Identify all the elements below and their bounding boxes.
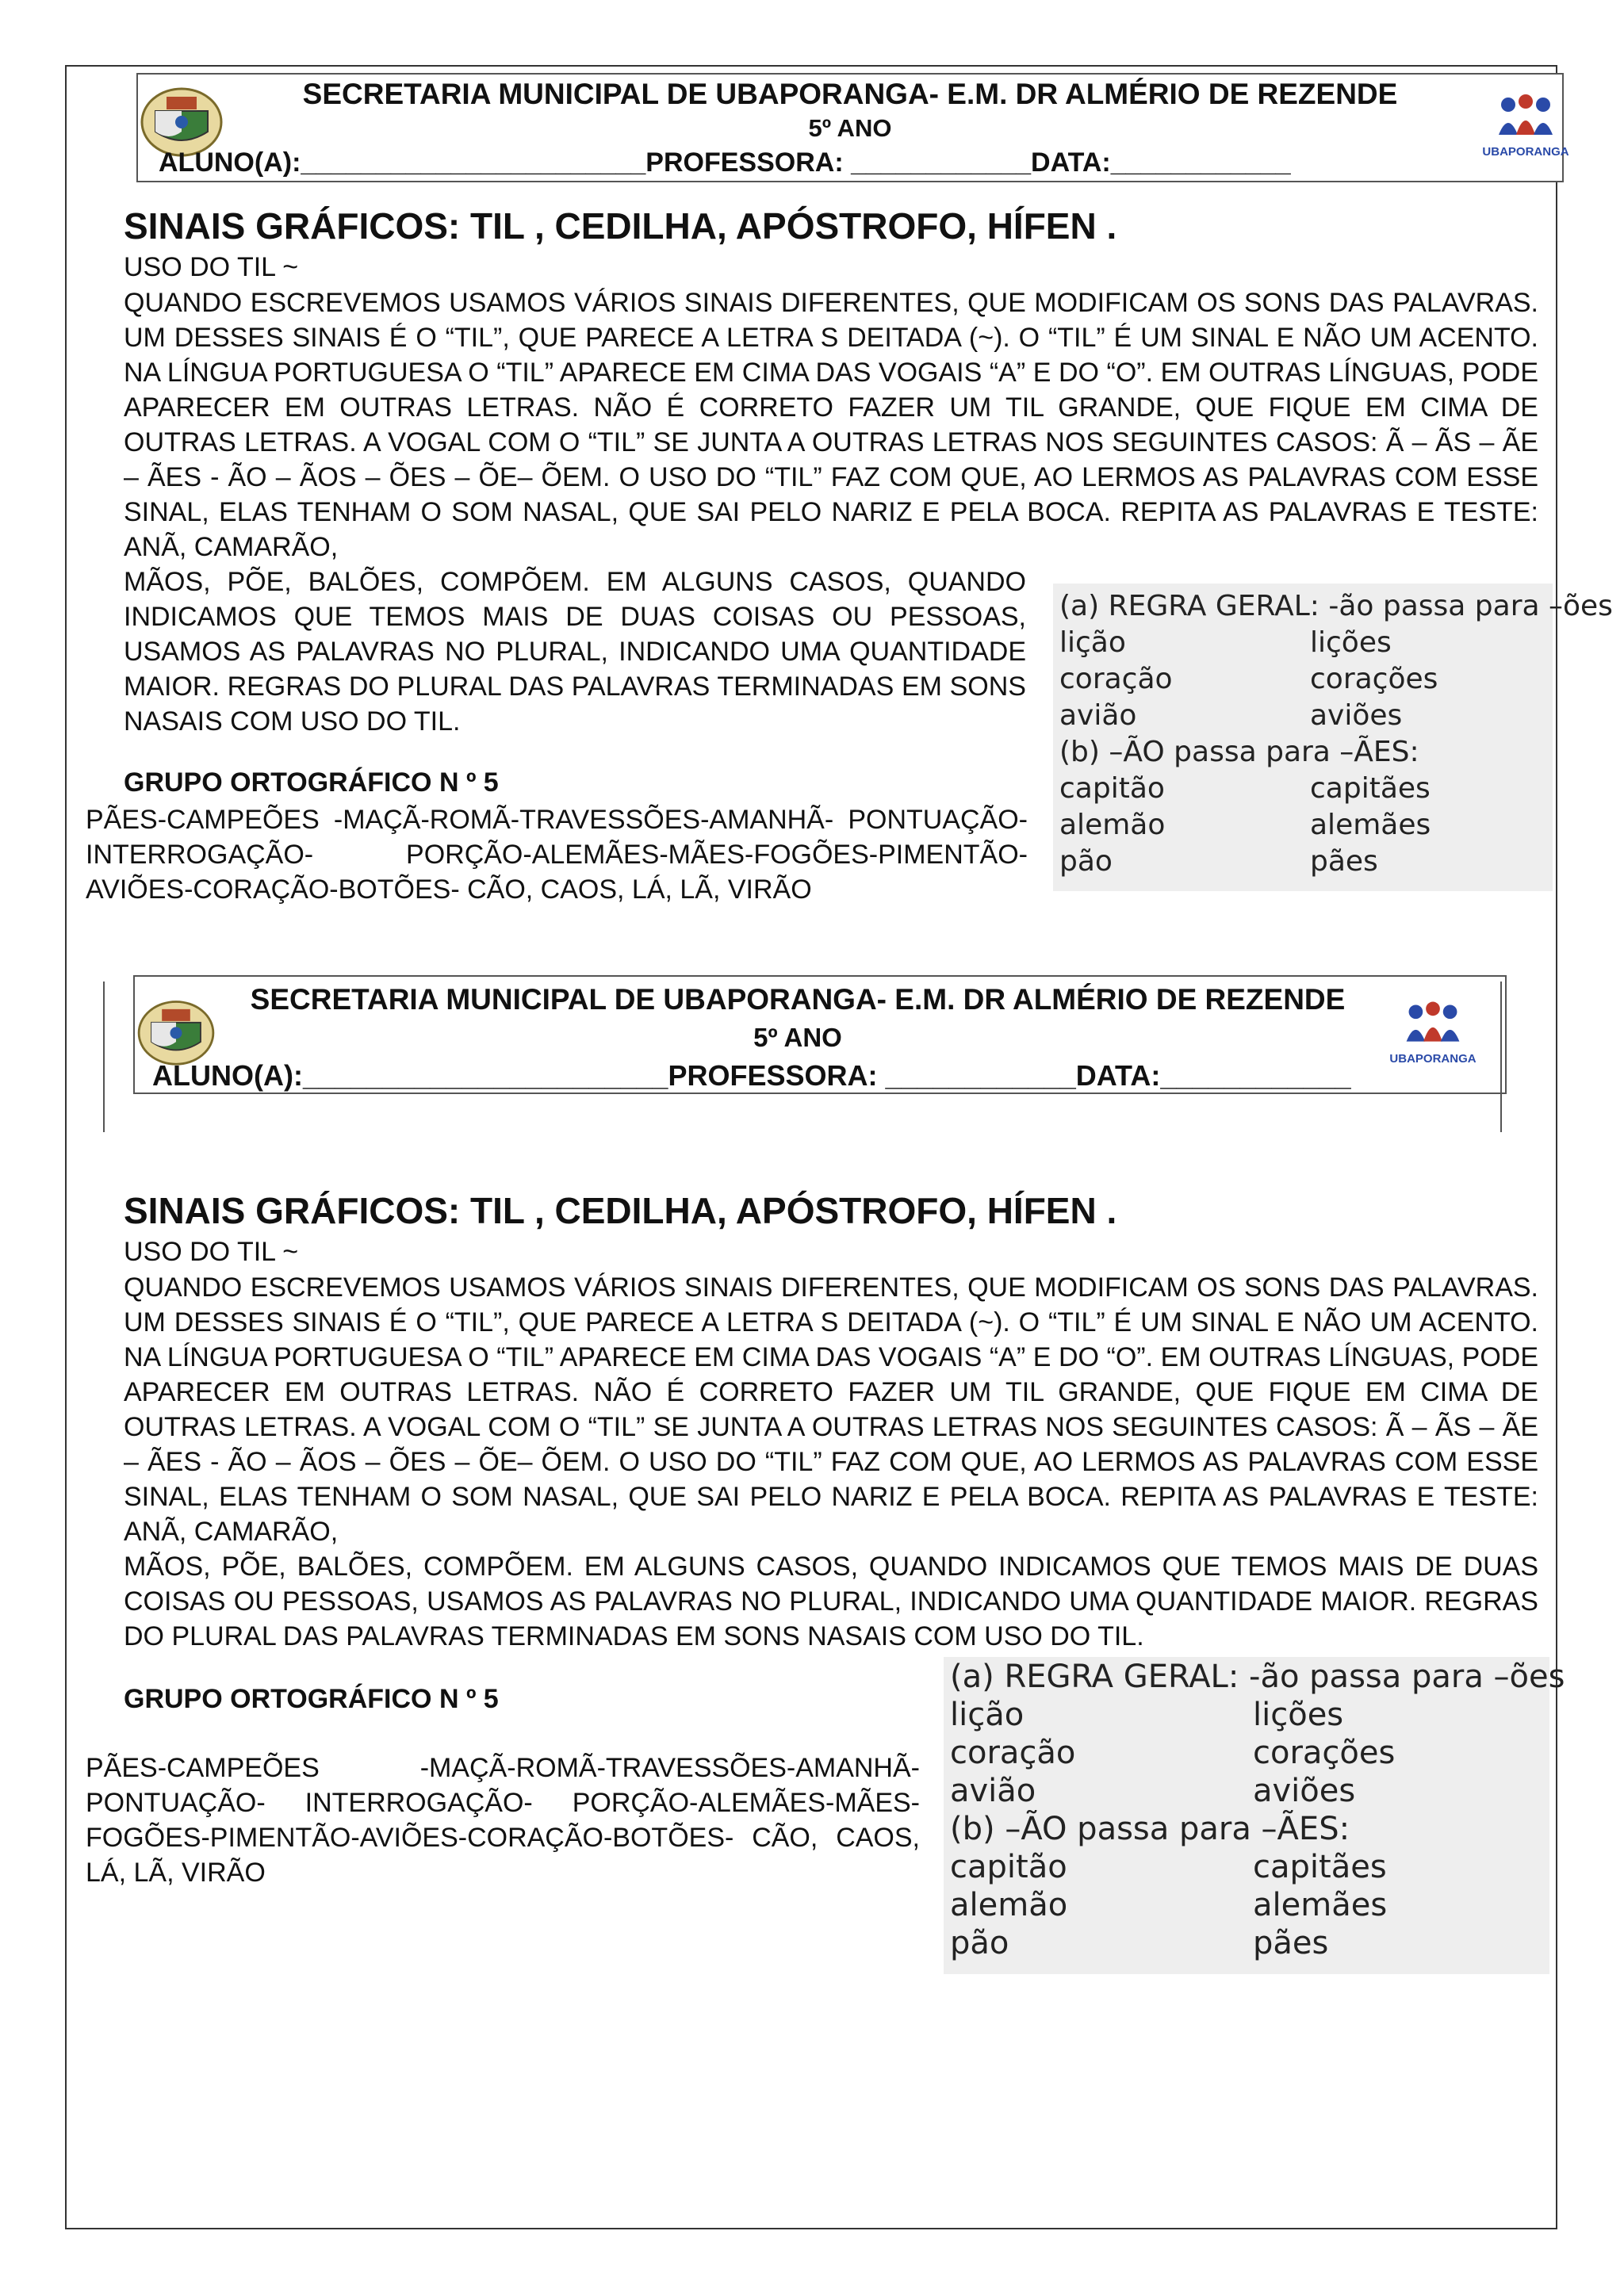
rule-plural: corações: [1253, 1735, 1396, 1771]
rule-plural: lições: [1310, 626, 1392, 659]
til-paragraph: QUANDO ESCREVEMOS USAMOS VÁRIOS SINAIS DIFERENTES, QUE MODIFICAM OS SONS DAS PALAVRAS. UM DESSES SINAIS É O “TIL”, QUE PARECE A LETRA S DEITADA (~). O “TIL” É UM SINAL E NÃO UM ACENTO. NA LÍNGUA PORTUGUESA O “TIL” APARECE EM CIMA DAS VOGAIS “A” E DO “O”. EM OUTRAS LÍNGUAS, PODE APARECER EM OUTRAS LETRAS. NÃO É CORRETO FAZER UM TIL GRANDE, QUE FIQUE EM CIMA DE OUTRAS LETRAS. A VOGAL COM O “TIL” SE JUNTA A OUTRAS LETRAS NOS SEGUINTES CASOS: Ã – ÃS – ÃE – ÃES - ÃO – ÃOS – ÕES – ÕE– ÕEM. O USO DO “TIL” FAZ COM QUE, AO LERMOS AS PALAVRAS COM ESSE SINAL, ELAS TENHAM O SOM NASAL, QUE SAI PELO NARIZ E PELA BOCA. REPITA AS PALAVRAS E TESTE: ANÃ, CAMARÃO,: [124, 288, 1538, 562]
rule-singular: avião: [950, 1773, 1036, 1809]
rule-plural: pães: [1310, 845, 1378, 878]
til-subtitle: USO DO TIL ~: [124, 252, 299, 282]
header-school: SECRETARIA MUNICIPAL DE UBAPORANGA- E.M. DR ALMÉRIO DE REZENDE: [302, 78, 1398, 110]
til-paragraph-tail: MÃOS, PÕE, BALÕES, COMPÕEM. EM ALGUNS CASOS, QUANDO INDICAMOS QUE TEMOS MAIS DE DUAS COISAS OU PESSOAS, USAMOS AS PALAVRAS NO PLURAL, INDICANDO UMA QUANTIDADE MAIOR. REGRAS DO PLURAL DAS PALAVRAS TERMINADAS EM SONS NASAIS COM USO DO TIL.: [124, 1552, 1538, 1651]
rule-plural: capitães: [1310, 772, 1431, 805]
rule-singular: alemão: [1059, 809, 1166, 841]
rule-singular: coração: [1059, 663, 1173, 695]
people-logo-icon: [1481, 94, 1570, 141]
rule-singular: pão: [950, 1925, 1009, 1961]
rule-singular: capitão: [1059, 772, 1165, 805]
people-logo-icon: [1389, 1001, 1477, 1048]
rule-plural: lições: [1253, 1697, 1344, 1733]
group-words: PÃES-CAMPEÕES -MAÇÃ-ROMÃ-TRAVESSÕES-AMANHÃ- PONTUAÇÃO- INTERROGAÇÃO- PORÇÃO-ALEMÃES-MÃES-FOGÕES-PIMENTÃO-AVIÕES-CORAÇÃO-BOTÕES- CÃO, CAOS, LÁ, LÃ, VIRÃO: [86, 805, 1028, 905]
header-fields: ALUNO(A):_______________________PROFESSORA: ____________DATA:____________: [152, 1059, 1351, 1092]
til-subtitle: USO DO TIL ~: [124, 1237, 299, 1267]
rule-singular: lição: [950, 1697, 1025, 1733]
rule-b-heading: (b) –ÃO passa para –ÃES:: [950, 1811, 1350, 1847]
til-paragraph: QUANDO ESCREVEMOS USAMOS VÁRIOS SINAIS DIFERENTES, QUE MODIFICAM OS SONS DAS PALAVRAS. UM DESSES SINAIS É O “TIL”, QUE PARECE A LETRA S DEITADA (~). O “TIL” É UM SINAL E NÃO UM ACENTO. NA LÍNGUA PORTUGUESA O “TIL” APARECE EM CIMA DAS VOGAIS “A” E DO “O”. EM OUTRAS LÍNGUAS, PODE APARECER EM OUTRAS LETRAS. NÃO É CORRETO FAZER UM TIL GRANDE, QUE FIQUE EM CIMA DE OUTRAS LETRAS. A VOGAL COM O “TIL” SE JUNTA A OUTRAS LETRAS NOS SEGUINTES CASOS: Ã – ÃS – ÃE – ÃES - ÃO – ÃOS – ÕES – ÕE– ÕEM. O USO DO “TIL” FAZ COM QUE, AO LERMOS AS PALAVRAS COM ESSE SINAL, ELAS TENHAM O SOM NASAL, QUE SAI PELO NARIZ E PELA BOCA. REPITA AS PALAVRAS E TESTE: ANÃ, CAMARÃO,: [124, 1272, 1538, 1547]
rule-singular: alemão: [950, 1887, 1068, 1923]
plural-rules-box: [1053, 584, 1613, 891]
header-grade: 5º ANO: [808, 114, 892, 142]
header-grade: 5º ANO: [753, 1023, 842, 1052]
rule-plural: corações: [1310, 663, 1438, 695]
logo-text: UBAPORANGA: [1389, 1052, 1477, 1066]
plural-rules-box: [944, 1657, 1565, 1974]
til-paragraph-tail: MÃOS, PÕE, BALÕES, COMPÕEM. EM ALGUNS CASOS, QUANDO INDICAMOS QUE TEMOS MAIS DE DUAS COISAS OU PESSOAS, USAMOS AS PALAVRAS NO PLURAL, INDICANDO UMA QUANTIDADE MAIOR. REGRAS DO PLURAL DAS PALAVRAS TERMINADAS EM SONS NASAIS COM USO DO TIL.: [124, 567, 1026, 737]
municipal-seal-icon: [135, 996, 217, 1067]
header-left-rule: [103, 982, 105, 1132]
rule-plural: aviões: [1253, 1773, 1356, 1809]
logo-text: UBAPORANGA: [1482, 145, 1569, 159]
rule-singular: avião: [1059, 699, 1137, 732]
group-title: GRUPO ORTOGRÁFICO N º 5: [124, 767, 499, 798]
rule-plural: alemães: [1253, 1887, 1388, 1923]
header-fields: ALUNO(A):_______________________PROFESSORA: ____________DATA:____________: [159, 147, 1291, 178]
rule-plural: pães: [1253, 1925, 1329, 1961]
header-right-rule: [1500, 982, 1502, 1132]
rule-singular: coração: [950, 1735, 1076, 1771]
rule-singular: pão: [1059, 845, 1113, 878]
group-words: PÃES-CAMPEÕES -MAÇÃ-ROMÃ-TRAVESSÕES-AMANHÃ- PONTUAÇÃO- INTERROGAÇÃO- PORÇÃO-ALEMÃES-MÃES-FOGÕES-PIMENTÃO-AVIÕES-CORAÇÃO-BOTÕES- CÃO, CAOS, LÁ, LÃ, VIRÃO: [86, 1753, 920, 1888]
rule-plural: capitães: [1253, 1849, 1387, 1885]
worksheet-title: SINAIS GRÁFICOS: TIL , CEDILHA, APÓSTROFO, HÍFEN .: [124, 1190, 1117, 1231]
rule-a-heading: (a) REGRA GERAL: -ão passa para –ões: [950, 1659, 1565, 1695]
rule-b-heading: (b) –ÃO passa para –ÃES:: [1059, 736, 1419, 768]
group-title: GRUPO ORTOGRÁFICO N º 5: [124, 1684, 499, 1714]
ubaporanga-logo: [1481, 94, 1570, 173]
ubaporanga-logo: [1389, 1001, 1477, 1080]
rule-singular: capitão: [950, 1849, 1067, 1885]
rule-a-heading: (a) REGRA GERAL: -ão passa para –ões: [1059, 590, 1613, 622]
rule-singular: lição: [1059, 626, 1126, 659]
rule-plural: aviões: [1310, 699, 1403, 732]
rule-plural: alemães: [1310, 809, 1431, 841]
header-school: SECRETARIA MUNICIPAL DE UBAPORANGA- E.M. DR ALMÉRIO DE REZENDE: [250, 983, 1346, 1016]
worksheet-title: SINAIS GRÁFICOS: TIL , CEDILHA, APÓSTROFO, HÍFEN .: [124, 205, 1117, 247]
